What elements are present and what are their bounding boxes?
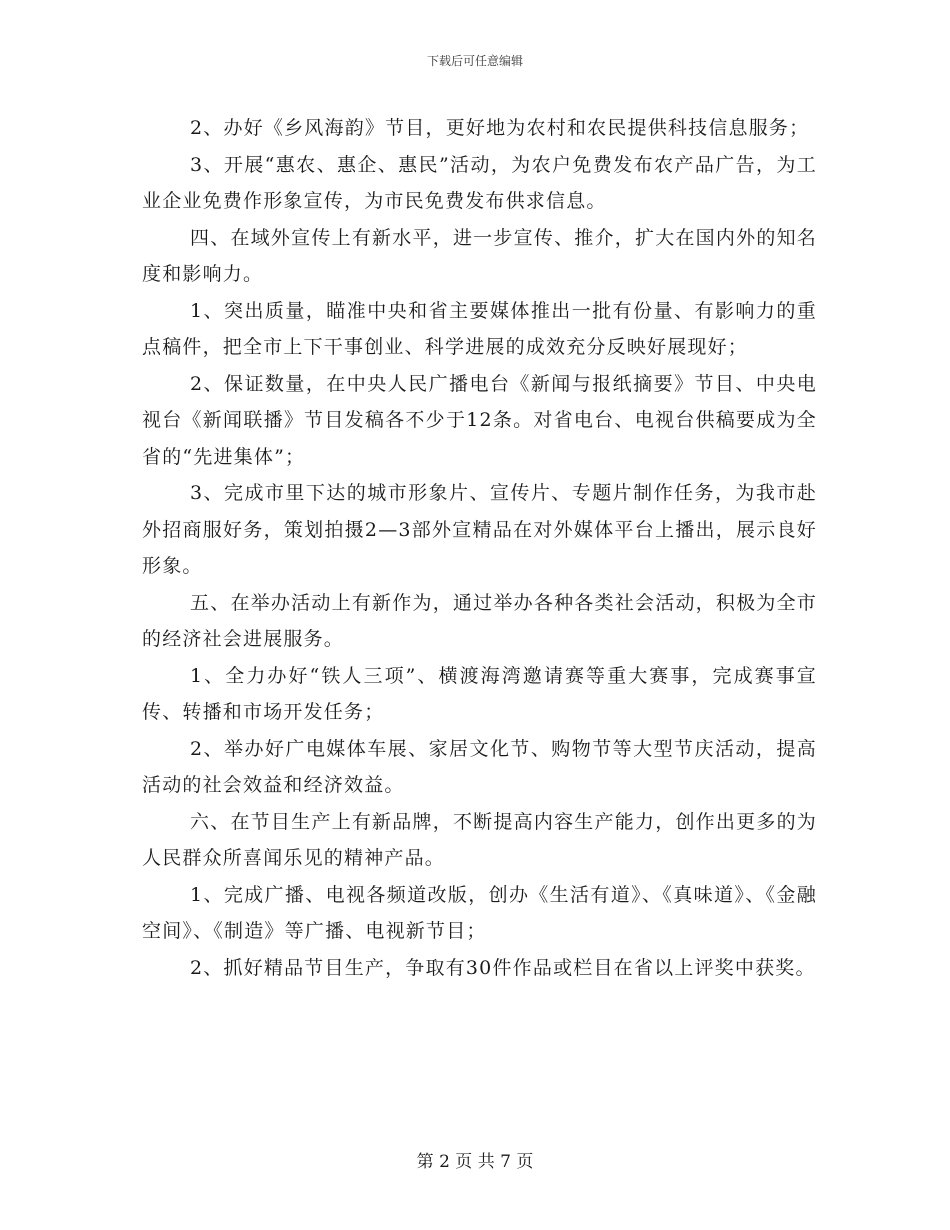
paragraph: 2、抓好精品节目生产，争取有30件作品或栏目在省以上评奖中获奖。 [190,956,816,979]
paragraph: 3、开展“惠农、惠企、惠民”活动，为农户免费发布农产品广告，为工业企业免费作形象宣传，为市民免费发布供求信息。 [142,153,817,212]
paragraph: 3、完成市里下达的城市形象片、宣传片、专题片制作任务，为我市赴外招商服好务，策划拍摄2—3部外宣精品在对外媒体平台上播出，展示良好形象。 [142,482,817,577]
paragraph: 2、举办好广电媒体车展、家居文化节、购物节等大型节庆活动，提高活动的社会效益和经济效益。 [142,737,817,796]
paragraph: 2、办好《乡风海韵》节目，更好地为农村和农民提供科技信息服务； [190,117,810,139]
section-heading: 六、在节目生产上有新品牌，不断提高内容生产能力，创作出更多的为人民群众所喜闻乐见的精神产品。 [142,810,817,869]
document-body [142,110,817,986]
paragraph: 1、完成广播、电视各频道改版，创办《生活有道》、《真味道》、《金融空间》、《制造》等广播、电视新节目； [142,883,817,942]
page-number: 第 2 页 共 7 页 [416,1152,534,1172]
section-heading: 四、在域外宣传上有新水平，进一步宣传、推介，扩大在国内外的知名度和影响力。 [142,226,817,285]
paragraph: 1、全力办好“铁人三项”、横渡海湾邀请赛等重大赛事，完成赛事宣传、转播和市场开发任务； [142,664,817,723]
section-heading: 五、在举办活动上有新作为，通过举办各种各类社会活动，积极为全市的经济社会进展服务。 [142,591,817,650]
paragraph: 1、突出质量，瞄准中央和省主要媒体推出一批有份量、有影响力的重点稿件，把全市上下干事创业、科学进展的成效充分反映好展现好； [142,299,817,358]
page-header: 下载后可任意编辑 [426,54,523,68]
paragraph: 2、保证数量，在中央人民广播电台《新闻与报纸摘要》节目、中央电视台《新闻联播》节目发稿各不少于12条。对省电台、电视台供稿要成为全省的“先进集体”； [142,372,817,468]
